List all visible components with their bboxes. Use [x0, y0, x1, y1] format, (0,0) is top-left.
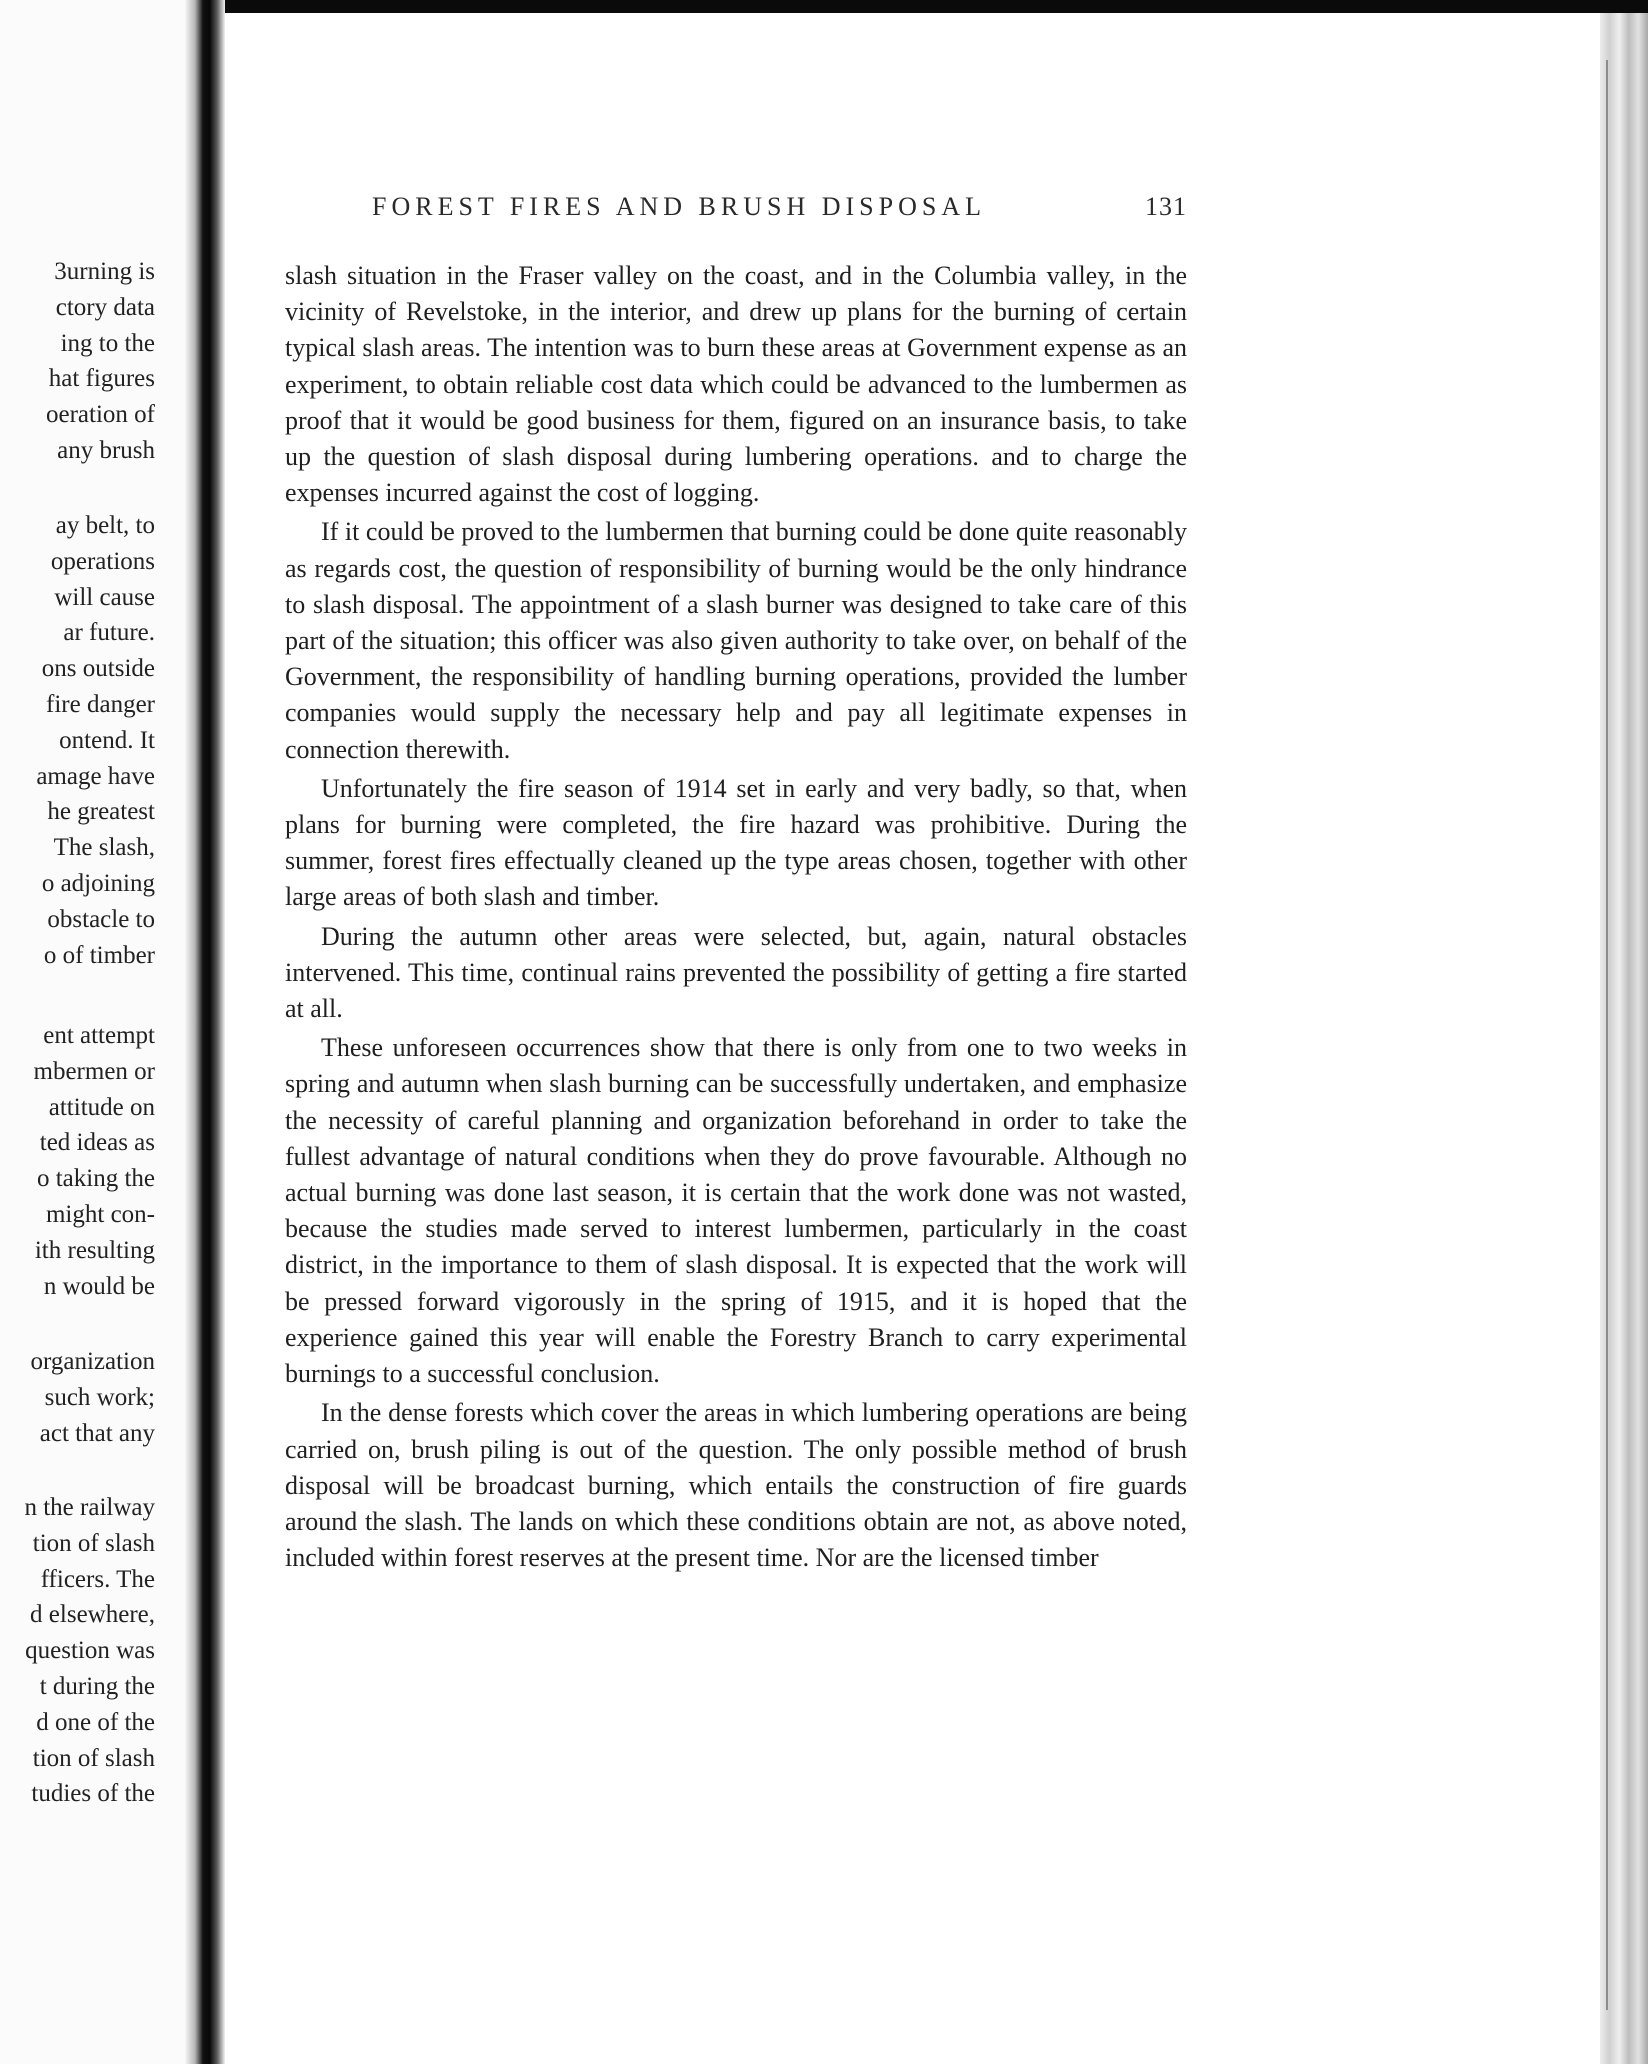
paragraph: These unforeseen occurrences show that there is only from one to two weeks in spring and autumn when slash burning can be successfully undertaken, and emphasize the necessity of careful planning and organization beforehand in order to take the fullest advantage of natural conditions when they do prove favourable. Although no actual burning was done last season, it is certain that the work done was not wasted, because the studies made served to interest lumbermen, particularly in the coast district, in the importance to them of slash disposal. It is expected that the work will be pressed forward vigorously in the spring of 1915, and it is hoped that the experience gained this year will enable the Forestry Branch to carry experimental burnings to a successful conclusion. — [285, 1033, 1187, 1389]
paragraph: Unfortunately the fire season of 1914 set in early and very badly, so that, when plans for burning were completed, the fire hazard was prohibitive. During the summer, forest fires effectually cleaned up the type areas chosen, together with other large areas of both slash and timber. — [285, 773, 1187, 912]
facing-page-line: ontend. It — [59, 726, 155, 754]
facing-page-line: ing to the — [60, 329, 155, 357]
facing-page-line: hat figures — [48, 365, 155, 393]
facing-page-line: o taking the — [36, 1165, 155, 1193]
facing-page-line: amage have — [36, 762, 155, 790]
facing-page-line: ted ideas as — [39, 1129, 155, 1157]
facing-page-line: such work; — [44, 1383, 155, 1411]
facing-page-line: The slash, — [53, 834, 155, 862]
book-spine-shadow — [185, 0, 225, 2064]
facing-page-block-5 — [0, 1490, 155, 1812]
facing-page-line: will cause — [54, 583, 155, 611]
page-number: 131 — [1145, 192, 1187, 221]
facing-page-line: tion of slash — [32, 1529, 155, 1557]
facing-page-line: fire danger — [46, 690, 155, 718]
facing-page-line: d one of the — [36, 1708, 155, 1736]
running-title: FOREST FIRES AND BRUSH DISPOSAL — [372, 192, 986, 221]
facing-page-line: attitude on — [48, 1093, 155, 1121]
facing-page-line: ith resulting — [34, 1236, 155, 1264]
page-edge-line — [1606, 60, 1608, 2010]
facing-page-line: ons outside — [41, 655, 155, 683]
facing-page-line: ent attempt — [43, 1022, 155, 1049]
facing-page-line: n the railway — [24, 1494, 155, 1521]
facing-page-line: organization — [30, 1348, 155, 1375]
facing-page-line: t during the — [39, 1672, 155, 1700]
facing-page-line: mbermen or — [33, 1057, 155, 1085]
facing-page-block-1 — [0, 254, 155, 469]
facing-page-block-3 — [0, 1018, 155, 1304]
scan-top-border — [225, 0, 1648, 13]
facing-page-line: d elsewhere, — [30, 1601, 155, 1629]
facing-page-line: ar future. — [63, 619, 155, 647]
paragraph: slash situation in the Fraser valley on the coast, and in the Columbia valley, in the vicinity of Revelstoke, in the interior, and drew up plans for the burning of certain typical slash areas. The intention was to burn these areas at Government expense as an experiment, to obtain reliable cost data which could be advanced to the lumbermen as proof that it would be good business for them, figured on an insurance basis, to take up the question of slash disposal during lumbering operations. and to charge the expenses incurred against the cost of logging. — [285, 261, 1187, 508]
facing-page-line: 3urning is — [54, 258, 155, 285]
facing-page-line: might con- — [45, 1200, 155, 1228]
running-header — [372, 192, 1187, 228]
facing-page — [0, 0, 185, 2064]
facing-page-line: any brush — [57, 436, 155, 464]
paragraph: During the autumn other areas were selected, but, again, natural obstacles intervened. This time, continual rains prevented the possibility of getting a fire started at all. — [285, 921, 1187, 1024]
body-text — [285, 258, 1187, 1579]
paragraph: In the dense forests which cover the areas in which lumbering operations are being carried on, brush piling is out of the question. The only possible method of brush disposal will be broadcast burning, which entails the construction of fire guards around the slash. The lands on which these conditions obtain are not, as above noted, included within forest reserves at the present time. Nor are the licensed timber — [285, 1398, 1187, 1573]
facing-page-block-4 — [0, 1344, 155, 1451]
facing-page-line: o of timber — [43, 941, 155, 969]
facing-page-line: fficers. The — [40, 1565, 155, 1593]
facing-page-line: obstacle to — [47, 905, 155, 933]
facing-page-line: question was — [25, 1637, 155, 1665]
facing-page-line: o adjoining — [41, 869, 155, 897]
facing-page-line: he greatest — [47, 798, 155, 826]
facing-page-line: operations — [50, 547, 155, 575]
facing-page-line: tion of slash — [32, 1744, 155, 1772]
facing-page-line: ctory data — [55, 293, 155, 321]
facing-page-line: n would be — [43, 1272, 155, 1300]
facing-page-line: oeration of — [46, 401, 155, 429]
facing-page-block-2 — [0, 508, 155, 973]
facing-page-line: tudies of the — [31, 1780, 155, 1808]
paragraph: If it could be proved to the lumbermen that burning could be done quite reasonably as regards cost, the question of responsibility of burning would be the only hindrance to slash disposal. The appointment of a slash burner was designed to take care of this part of the situation; this officer was also given authority to take over, on behalf of the Government, the responsibility of handling burning operations, provided the lumber companies would supply the necessary help and pay all legitimate expenses in connection therewith. — [285, 517, 1187, 764]
facing-page-line: ay belt, to — [55, 512, 155, 539]
facing-page-line: act that any — [39, 1419, 155, 1447]
